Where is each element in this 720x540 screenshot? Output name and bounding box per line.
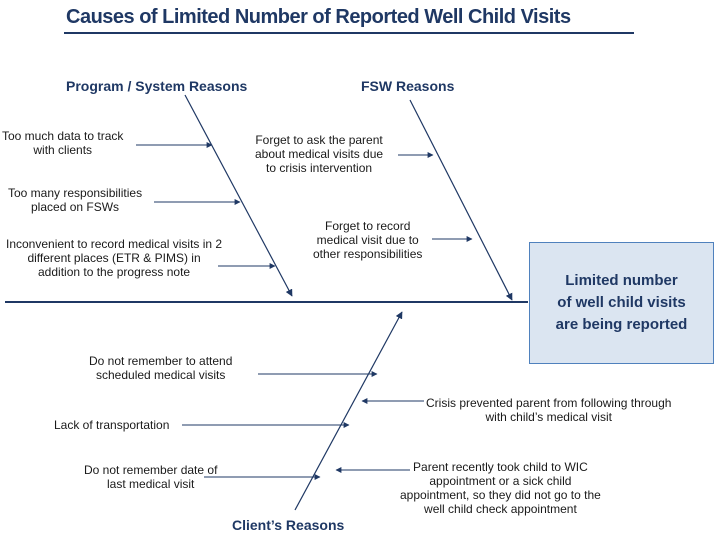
diagram-title: Causes of Limited Number of Reported Well Child Visits <box>66 6 571 28</box>
category-program-label: Program / System Reasons <box>66 78 248 94</box>
category-fsw-label: FSW Reasons <box>361 78 455 94</box>
cause-inconvenient-recording: Inconvenient to record medical visits in 2 different places (ETR & PIMS) in addition to the progress note <box>6 237 223 279</box>
effect-box <box>529 242 714 364</box>
effect-text: Limited number of well child visits are being reported <box>555 272 688 333</box>
cause-not-remember-date: Do not remember date of last medical visit <box>84 463 218 491</box>
bone-client <box>295 312 402 510</box>
category-client-label: Client’s Reasons <box>232 517 345 533</box>
cause-lack-of-transportation: Lack of transportation <box>54 418 170 432</box>
bone-fsw <box>410 100 512 300</box>
cause-too-much-data: Too much data to track with clients <box>2 129 124 157</box>
cause-not-remember-attend: Do not remember to attend scheduled medical visits <box>89 354 233 382</box>
cause-forget-to-ask: Forget to ask the parent about medical visits due to crisis intervention <box>255 133 384 175</box>
cause-too-many-responsibilities: Too many responsibilities placed on FSWs <box>8 186 143 214</box>
cause-forget-to-record: Forget to record medical visit due to other responsibilities <box>313 219 423 261</box>
cause-wic-appointment: Parent recently took child to WIC appointment or a sick child appointment, so they did not go to the well child check appointment <box>400 460 601 516</box>
cause-crisis-prevented: Crisis prevented parent from following through with child’s medical visit <box>426 396 672 424</box>
